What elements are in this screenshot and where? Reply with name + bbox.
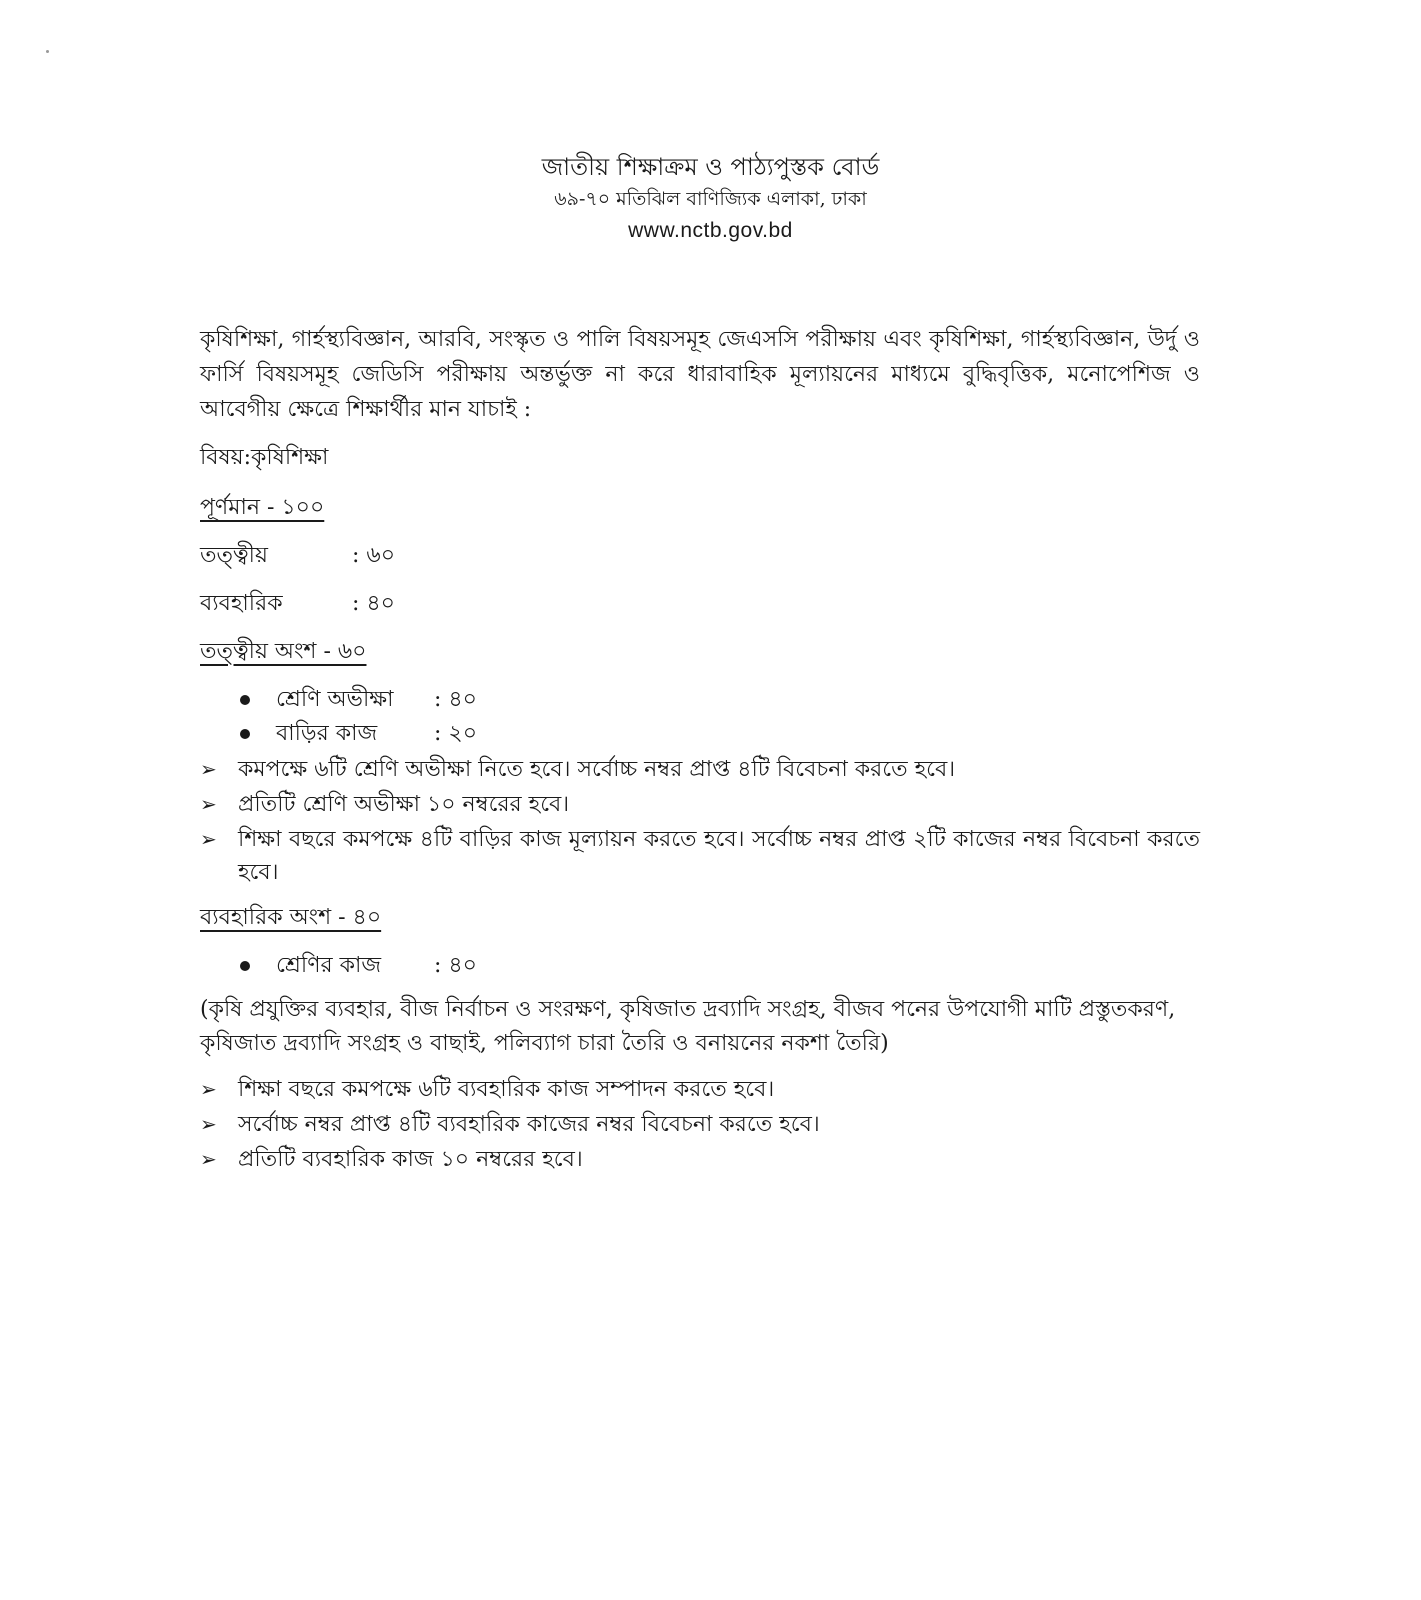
marks-value: : ৬০: [352, 543, 396, 568]
point-text: প্রতিটি ব্যবহারিক কাজ ১০ নম্বরের হবে।: [238, 1147, 583, 1172]
list-item: [200, 1108, 1200, 1141]
org-name: জাতীয় শিক্ষাক্রম ও পাঠ্যপুস্তক বোর্ড: [541, 153, 880, 181]
practical-note: (কৃষি প্রযুক্তির ব্যবহার, বীজ নির্বাচন ও সংরক্ষণ, কৃষিজাত দ্রব্যাদি সংগ্রহ, বীজব পনের উপযোগী মাটি প্রস্তুতকরণ, কৃষিজাত দ্রব্যাদি সংগ্রহ ও বাছাই, পলিব্যাগ চারা তৈরি ও বনায়নের নকশা তৈরি): [200, 997, 1176, 1056]
bullet-dot-icon: [240, 729, 250, 739]
bullet-value: : ৪০: [434, 687, 477, 712]
arrow-bullet-icon: ➢: [200, 792, 217, 816]
marks-value: : ৪০: [352, 591, 395, 616]
point-text: শিক্ষা বছরে কমপক্ষে ৬টি ব্যবহারিক কাজ সম্পাদন করতে হবে।: [238, 1077, 775, 1102]
list-item: [200, 753, 1200, 786]
list-item: [200, 1073, 1200, 1106]
org-website: www.nctb.gov.bd: [628, 219, 793, 242]
practical-bullet-list: [200, 949, 1200, 983]
bullet-label: বাড়ির কাজ: [276, 721, 378, 746]
arrow-bullet-icon: ➢: [200, 827, 217, 851]
bullet-label: শ্রেণি অভীক্ষা: [276, 687, 394, 712]
full-marks-text: পূর্ণমান - ১০০: [200, 495, 325, 520]
subject-line: বিষয়:কৃষিশিক্ষা: [200, 445, 329, 470]
practical-points-list: [200, 1073, 1200, 1176]
org-address: ৬৯-৭০ মতিঝিল বাণিজ্যিক এলাকা, ঢাকা: [554, 188, 867, 210]
theory-heading: [200, 635, 1200, 669]
arrow-bullet-icon: ➢: [200, 1077, 217, 1101]
marks-label: ব্যবহারিক: [200, 591, 283, 616]
list-item: [200, 717, 1200, 751]
intro-paragraph: কৃষিশিক্ষা, গার্হস্থ্যবিজ্ঞান, আরবি, সংস্কৃত ও পালি বিষয়সমূহ জেএসসি পরীক্ষায় এবং কৃষিশিক্ষা, গার্হস্থ্যবিজ্ঞান, উর্দু ও ফার্সি বিষয়সমূহ জেডিসি পরীক্ষায় অন্তর্ভুক্ত না করে ধারাবাহিক মূল্যায়নের মাধ্যমে বুদ্ধিবৃত্তিক, মনোপেশিজ ও আবেগীয় ক্ষেত্রে শিক্ষার্থীর মান যাচাই :: [200, 327, 1200, 422]
letterhead: [0, 150, 1421, 248]
list-item: [200, 788, 1200, 821]
list-item: [200, 823, 1200, 889]
arrow-bullet-icon: ➢: [200, 1112, 217, 1136]
scan-speck: [46, 50, 49, 53]
point-text: কমপক্ষে ৬টি শ্রেণি অভীক্ষা নিতে হবে। সর্বোচ্চ নম্বর প্রাপ্ত ৪টি বিবেচনা করতে হবে।: [238, 757, 956, 782]
point-text: সর্বোচ্চ নম্বর প্রাপ্ত ৪টি ব্যবহারিক কাজের নম্বর বিবেচনা করতে হবে।: [238, 1112, 820, 1137]
theory-points-list: [200, 753, 1200, 889]
practical-heading: [200, 901, 1200, 935]
list-item: [200, 1143, 1200, 1176]
document-body: [200, 322, 1200, 1178]
bullet-label: শ্রেণির কাজ: [276, 953, 382, 978]
bullet-dot-icon: [240, 961, 250, 971]
point-text: শিক্ষা বছরে কমপক্ষে ৪টি বাড়ির কাজ মূল্যায়ন করতে হবে। সর্বোচ্চ নম্বর প্রাপ্ত ২টি কাজের নম্বর বিবেচনা করতে হবে।: [238, 827, 1200, 885]
bullet-dot-icon: [240, 695, 250, 705]
bullet-value: : ৪০: [434, 953, 477, 978]
theory-heading-text: তত্ত্বীয় অংশ - ৬০: [200, 639, 367, 664]
marks-row-theory: [200, 539, 1200, 573]
marks-label: তত্ত্বীয়: [200, 543, 268, 568]
marks-row-practical: [200, 587, 1200, 621]
list-item: [200, 683, 1200, 717]
full-marks-heading: [200, 491, 1200, 525]
practical-heading-text: ব্যবহারিক অংশ - ৪০: [200, 905, 382, 930]
arrow-bullet-icon: ➢: [200, 757, 217, 781]
list-item: [200, 949, 1200, 983]
bullet-value: : ২০: [434, 721, 478, 746]
arrow-bullet-icon: ➢: [200, 1147, 217, 1171]
theory-bullet-list: [200, 683, 1200, 751]
point-text: প্রতিটি শ্রেণি অভীক্ষা ১০ নম্বরের হবে।: [238, 792, 570, 817]
